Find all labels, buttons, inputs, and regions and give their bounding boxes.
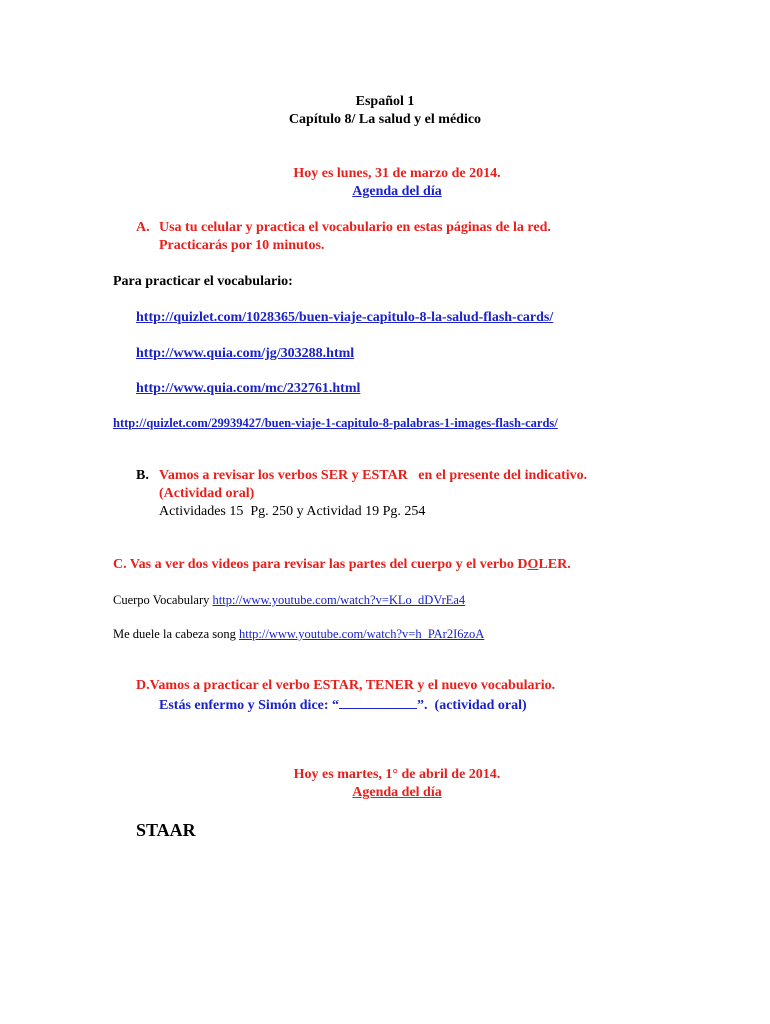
day1-agenda-heading: [12, 184, 770, 200]
day2-agenda-label: Agenda del día: [352, 785, 442, 800]
item-b-line1: Vamos a revisar los verbos SER y ESTAR en el presente del indicativo.: [159, 468, 588, 483]
video-row-2: [113, 627, 484, 642]
fill-in-blank: [339, 696, 417, 709]
item-a-line1: Usa tu celular y practica el vocabulario en estas páginas de la red.: [159, 220, 551, 235]
quia-link-mc[interactable]: http://www.quia.com/mc/232761.html: [136, 381, 361, 396]
item-b-line2: (Actividad oral): [159, 486, 255, 501]
item-d-line2: [159, 696, 527, 714]
day2-date: Hoy es martes, 1° de abril de 2014.: [293, 767, 501, 782]
item-d-line2-before: Estás enfermo y Simón dice: “: [159, 698, 340, 713]
video-row-1: [113, 593, 465, 608]
video-2-link[interactable]: http://www.youtube.com/watch?v=h_PAr2I6zoA: [238, 627, 485, 641]
day1-date: Hoy es lunes, 31 de marzo de 2014.: [293, 166, 501, 181]
video-1-label: Cuerpo Vocabulary: [113, 593, 213, 607]
item-b-letter: B.: [136, 468, 149, 483]
item-b-line3: Actividades 15 Pg. 250 y Actividad 19 Pg. 254: [159, 504, 426, 519]
quizlet-link-1[interactable]: http://quizlet.com/1028365/buen-viaje-capitulo-8-la-salud-flash-cards/: [136, 310, 554, 325]
item-d-line2-after: ”. (actividad oral): [417, 698, 527, 713]
item-a-letter: A.: [136, 220, 150, 235]
quizlet-link-2[interactable]: http://quizlet.com/29939427/buen-viaje-1-capitulo-8-palabras-1-images-flash-cards/: [113, 416, 558, 430]
staar-item: STAAR: [136, 820, 196, 840]
video-1-link[interactable]: http://www.youtube.com/watch?v=KLo_dDVrEa4: [212, 593, 466, 607]
item-a-line2: Practicarás por 10 minutos.: [159, 238, 325, 253]
item-d-line1: D.Vamos a practicar el verbo ESTAR, TENER y el nuevo vocabulario.: [136, 678, 556, 693]
video-2-label: Me duele la cabeza song: [113, 627, 239, 641]
item-c-text-after: LER.: [538, 557, 571, 572]
quia-link-jg[interactable]: http://www.quia.com/jg/303288.html: [136, 346, 355, 361]
day2-agenda-heading: [12, 785, 770, 801]
chapter-title: Capítulo 8/ La salud y el médico: [288, 112, 482, 127]
item-c-underlined-o: O: [527, 557, 539, 572]
day1-agenda-label: Agenda del día: [352, 184, 442, 199]
practice-heading: Para practicar el vocabulario:: [113, 274, 293, 289]
course-title: Español 1: [355, 94, 415, 109]
item-c-text: [113, 557, 571, 573]
item-c-text-before: C. Vas a ver dos videos para revisar las partes del cuerpo y el verbo D: [113, 557, 528, 572]
